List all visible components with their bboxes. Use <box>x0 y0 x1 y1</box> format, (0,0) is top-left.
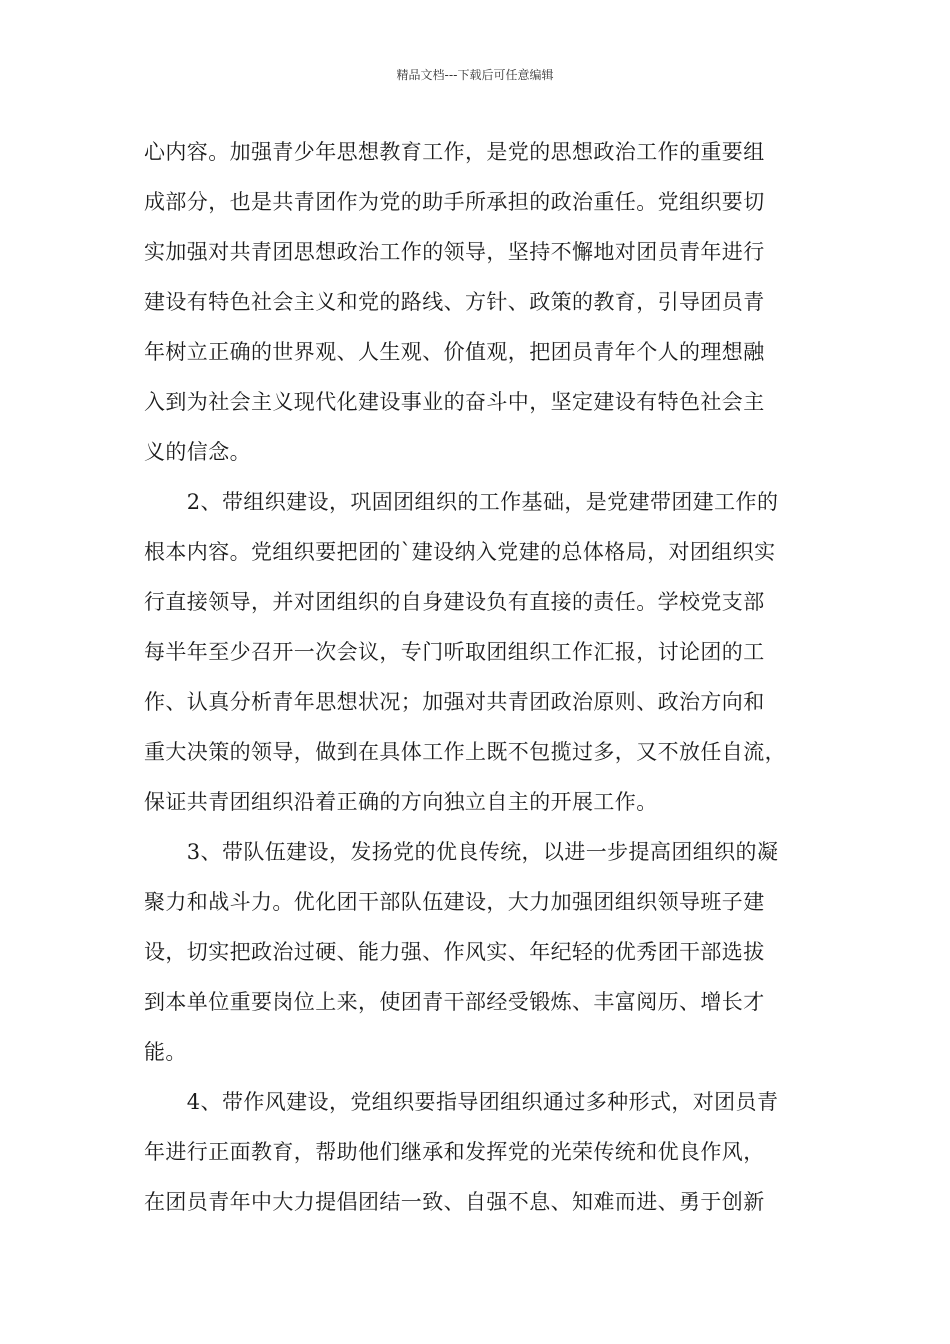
text-line: 能。 <box>144 1040 187 1064</box>
text-line: 到本单位重要岗位上来，使团青干部经受锻炼、丰富阅历、增长才 <box>144 990 765 1014</box>
page-header: 精品文档---下载后可任意编辑 <box>396 68 554 82</box>
text-line: 设，切实把政治过硬、能力强、作风实、年纪轻的优秀团干部选拔 <box>144 940 765 964</box>
text-line: 建设有特色社会主义和党的路线、方针、政策的教育，引导团员青 <box>144 290 765 314</box>
text-line: 聚力和战斗力。优化团干部队伍建设，大力加强团组织领导班子建 <box>144 890 765 914</box>
text-line: 行直接领导，并对团组织的自身建设负有直接的责任。学校党支部 <box>144 590 765 614</box>
text-line: 每半年至少召开一次会议，专门听取团组织工作汇报，讨论团的工 <box>144 640 765 664</box>
text-line: 年进行正面教育，帮助他们继承和发挥党的光荣传统和优良作风， <box>144 1140 765 1164</box>
text-line: 在团员青年中大力提倡团结一致、自强不息、知难而进、勇于创新 <box>144 1190 765 1214</box>
text-line: 4、带作风建设，党组织要指导团组织通过多种形式，对团员青 <box>144 1090 779 1114</box>
text-line: 年树立正确的世界观、人生观、价值观，把团员青年个人的理想融 <box>144 340 765 364</box>
text-line: 重大决策的领导，做到在具体工作上既不包揽过多，又不放任自流， <box>144 740 786 764</box>
text-line: 根本内容。党组织要把团的`建设纳入党建的总体格局，对团组织实 <box>144 540 776 564</box>
text-line: 3、带队伍建设，发扬党的优良传统，以进一步提高团组织的凝 <box>144 840 779 864</box>
text-line: 入到为社会主义现代化建设事业的奋斗中，坚定建设有特色社会主 <box>144 390 765 414</box>
text-line: 保证共青团组织沿着正确的方向独立自主的开展工作。 <box>144 790 658 814</box>
text-line: 作、认真分析青年思想状况；加强对共青团政治原则、政治方向和 <box>144 690 765 714</box>
text-line: 义的信念。 <box>144 440 251 464</box>
text-line: 心内容。加强青少年思想教育工作，是党的思想政治工作的重要组 <box>144 140 765 164</box>
text-line: 实加强对共青团思想政治工作的领导，坚持不懈地对团员青年进行 <box>144 240 765 264</box>
text-line: 2、带组织建设，巩固团组织的工作基础，是党建带团建工作的 <box>144 490 779 514</box>
text-line: 成部分，也是共青团作为党的助手所承担的政治重任。党组织要切 <box>144 190 765 214</box>
